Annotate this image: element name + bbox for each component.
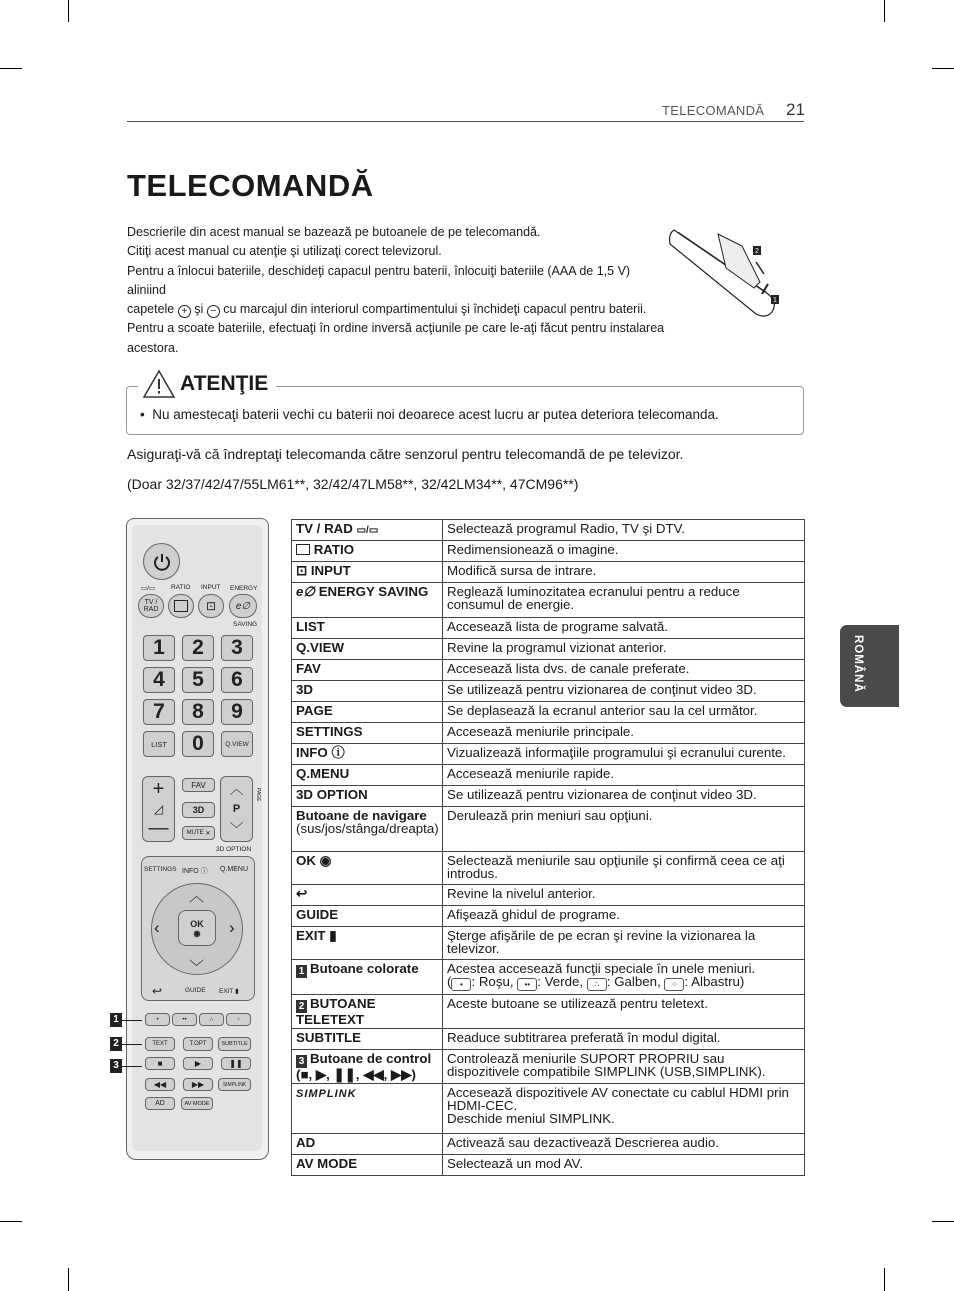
desc-cell: Activează sau dezactivează Descrierea audio. <box>443 1134 805 1155</box>
number-6-button: 6 <box>221 667 253 693</box>
caution-title: ATENŢIE <box>180 372 269 395</box>
ok-label: OK <box>190 918 204 929</box>
key-cell: PAGE <box>292 702 443 723</box>
key-cell <box>292 885 443 906</box>
desc-cell: Accesează meniurile principale. <box>443 723 805 744</box>
remote-label-3d-option: 3D OPTION <box>216 846 252 853</box>
table-row <box>292 807 805 852</box>
qmenu-button: Q.MENU <box>220 866 248 873</box>
rewind-icon: ◀◀ <box>363 1067 384 1082</box>
table-row <box>292 960 805 995</box>
channel-up-icon: ︿ <box>229 781 244 797</box>
nav-down-icon: ﹀ <box>189 959 205 976</box>
desc-cell: Revine la programul vizionat anterior. <box>443 639 805 660</box>
remote-label-saving: SAVING <box>233 621 258 628</box>
remote-label-energy: ENERGY <box>230 585 258 592</box>
nav-up-icon: ︿ <box>189 888 205 905</box>
key-subtext: (sus/jos/stânga/dreapta) <box>296 821 439 836</box>
caution-text: Nu amestecaţi baterii vechi cu baterii noi deoarece acest lucru ar putea deteriora telecomanda. <box>152 407 719 422</box>
page-number: 21 <box>786 100 805 119</box>
table-row <box>292 618 805 639</box>
desc-cell: Accesează meniurile rapide. <box>443 765 805 786</box>
key-cell: GUIDE <box>292 906 443 927</box>
desc-cell: Se utilizează pentru vizionarea de conţinut video 3D. <box>443 681 805 702</box>
simplink-logo: SIMPLINK <box>296 1088 357 1100</box>
page-p-label: P <box>232 803 241 815</box>
running-header: TELECOMANDĂ <box>662 103 765 118</box>
ok-icon: ◉ <box>319 853 332 868</box>
table-row <box>292 639 805 660</box>
qview-button: Q.VIEW <box>221 731 253 757</box>
page-rocker <box>220 776 253 842</box>
number-7-button: 7 <box>143 699 175 725</box>
key-cell: INFO ⓘ <box>292 744 443 765</box>
intro-text <box>127 223 667 358</box>
caution-header <box>138 366 276 402</box>
text-button: TEXT <box>145 1037 175 1051</box>
number-0-button: 0 <box>182 731 214 757</box>
desc-cell: Modifică sursa de intrare. <box>443 562 805 583</box>
table-row <box>292 786 805 807</box>
desc-cell: Selectează un mod AV. <box>443 1155 805 1176</box>
3d-button: 3D <box>182 802 215 818</box>
crop-mark <box>0 1221 22 1222</box>
crop-mark <box>68 1268 69 1291</box>
battery-illustration <box>668 222 788 322</box>
table-row <box>292 995 805 1029</box>
callout-marker-1: 1 <box>110 1013 122 1027</box>
table-row <box>292 885 805 906</box>
mute-icon: ✕ <box>205 830 211 837</box>
power-button <box>143 543 180 580</box>
rewind-button: ◀◀ <box>145 1078 175 1091</box>
key-cell <box>292 1084 443 1134</box>
crop-mark <box>932 68 954 69</box>
intro-fragment: cu marcajul din interiorul compartimentului şi închideţi capacul pentru baterii. <box>223 302 647 317</box>
pause-icon: ❚❚ <box>333 1067 356 1082</box>
key-cell: e∅ ENERGY SAVING <box>292 583 443 618</box>
table-row <box>292 1029 805 1050</box>
warning-icon <box>142 369 176 399</box>
ratio-button <box>168 594 194 618</box>
key-cell: Q.VIEW <box>292 639 443 660</box>
table-row <box>292 681 805 702</box>
intro-line: acestora. <box>127 340 179 355</box>
tv-radio-icon: ▭/▭ <box>356 525 379 536</box>
desc-cell: Selectează programul Radio, TV şi DTV. <box>443 520 805 541</box>
ad-button: AD <box>145 1097 175 1110</box>
table-row <box>292 541 805 562</box>
color-blue-button: ⁘ <box>226 1013 251 1026</box>
energy-icon: e∅ <box>235 600 251 612</box>
fav-button: FAV <box>182 778 215 792</box>
ratio-icon <box>174 600 188 612</box>
key-cell: SETTINGS <box>292 723 443 744</box>
intro-line: Citiţi acest manual cu atenţie şi utilizaţi corect televizorul. <box>127 244 442 259</box>
callout-line <box>122 1066 142 1067</box>
table-row <box>292 1134 805 1155</box>
models-note: (Doar 32/37/42/47/55LM61**, 32/42/47LM58**, 32/42LM34**, 47CM96**) <box>127 476 579 492</box>
color-green-button: •• <box>172 1013 197 1026</box>
exit-label: EXIT <box>219 988 234 995</box>
callout-number: 1 <box>296 965 307 978</box>
tvrad-button-label: TV / RAD <box>143 599 159 613</box>
table-row <box>292 852 805 885</box>
yellow-button-icon: ∴ <box>587 978 607 991</box>
callout-line <box>122 1044 142 1045</box>
key-cell: ⊡ INPUT <box>292 562 443 583</box>
crop-mark <box>884 0 885 22</box>
mute-button <box>182 826 215 840</box>
volume-icon: ◿ <box>153 801 164 816</box>
table-row <box>292 723 805 744</box>
key-cell: LIST <box>292 618 443 639</box>
info-icon: ⓘ <box>200 868 208 875</box>
table-row <box>292 1050 805 1084</box>
battery-step-1: 1 <box>773 297 777 304</box>
desc-cell: Acestea accesează funcţii speciale în unele meniuri. ( • : Roşu, •• : Verde, ∴ : Galben, ⁘ : Albastru) <box>443 960 805 995</box>
crop-mark <box>884 1268 885 1291</box>
desc-cell: Accesează lista dvs. de canale preferate. <box>443 660 805 681</box>
callout-marker-2: 2 <box>110 1037 122 1051</box>
back-icon: ↩ <box>296 886 308 901</box>
energy-saving-button <box>229 594 257 618</box>
ok-button <box>178 910 216 946</box>
info-button <box>182 866 208 876</box>
number-5-button: 5 <box>182 667 214 693</box>
simplink-button: SIMPLINK <box>218 1078 251 1091</box>
desc-cell: Vizualizează informaţiile programului şi ecranului curente. <box>443 744 805 765</box>
volume-down-icon: — <box>148 817 169 840</box>
table-row <box>292 660 805 681</box>
table-row <box>292 520 805 541</box>
pause-button: ❚❚ <box>221 1057 251 1070</box>
battery-step-2: 2 <box>755 248 759 255</box>
desc-cell: Readuce subtitrarea preferată în modul digital. <box>443 1029 805 1050</box>
play-icon: ▶ <box>315 1067 327 1082</box>
forward-button: ▶▶ <box>183 1078 213 1091</box>
desc-cell: Se deplasează la ecranul anterior sau la cel următor. <box>443 702 805 723</box>
callout-line <box>122 1020 142 1021</box>
desc-cell: Derulează prin meniuri sau opţiuni. <box>443 807 805 852</box>
header-rule <box>127 121 804 122</box>
stop-icon: ■ <box>300 1067 309 1082</box>
number-8-button: 8 <box>182 699 214 725</box>
ok-icon: ◉ <box>193 928 201 938</box>
desc-cell: Afişează ghidul de programe. <box>443 906 805 927</box>
key-cell: RATIO <box>292 541 443 562</box>
intro-line: Descrierile din acest manual se bazează pe butoanele de pe telecomandă. <box>127 225 541 239</box>
tvrad-button <box>138 594 164 618</box>
color-yellow-button: ∴ <box>199 1013 224 1026</box>
settings-button: SETTINGS <box>144 866 177 873</box>
mute-label: MUTE <box>186 830 204 836</box>
forward-icon: ▶▶ <box>391 1067 412 1082</box>
page-title: TELECOMANDĂ <box>127 168 374 203</box>
language-tab-label: ROMÂNĂ <box>852 635 864 693</box>
table-row <box>292 702 805 723</box>
avmode-button: AV MODE <box>181 1097 213 1110</box>
guide-button: GUIDE <box>185 987 206 994</box>
key-cell: Butoane de navigare (sus/jos/stânga/dreapta) <box>292 807 443 852</box>
key-cell: 1 Butoane colorate <box>292 960 443 995</box>
remote-label-input: INPUT <box>201 584 221 591</box>
key-cell: 3D <box>292 681 443 702</box>
energy-icon: e∅ <box>296 584 315 599</box>
table-row <box>292 1155 805 1176</box>
key-cell: 3D OPTION <box>292 786 443 807</box>
table-row <box>292 562 805 583</box>
exit-icon: ▮ <box>235 988 239 995</box>
key-cell: EXIT ▮ <box>292 927 443 960</box>
play-button: ▶ <box>183 1057 213 1070</box>
intro-fragment: şi <box>194 302 204 317</box>
desc-cell: Accesează dispozitivele AV conectate cu cablul HDMI prin HDMI-CEC. Deschide meniul SIMPLINK. <box>443 1084 805 1134</box>
intro-line <box>127 300 667 319</box>
aim-note: Asiguraţi-vă că îndreptaţi telecomanda către senzorul pentru telecomandă de pe televizor. <box>127 446 684 462</box>
table-row <box>292 744 805 765</box>
intro-fragment: capetele <box>127 302 175 317</box>
number-2-button: 2 <box>182 635 214 661</box>
key-cell: 3 Butoane de control (■, ▶, ❚❚, ◀◀, ▶▶) <box>292 1050 443 1084</box>
desc-cell: Accesează lista de programe salvată. <box>443 618 805 639</box>
back-icon: ↩ <box>152 984 163 998</box>
number-3-button: 3 <box>221 635 253 661</box>
desc-cell: Controlează meniurile SUPORT PROPRIU sau dispozitivele compatibile SIMPLINK (USB,SIMPLINK). <box>443 1050 805 1084</box>
stop-button: ■ <box>145 1057 175 1070</box>
desc-cell: Selectează meniurile sau opţiunile şi confirmă ceea ce aţi introdus. <box>443 852 805 885</box>
intro-line: Pentru a înlocui bateriile, deschideţi capacul pentru baterii, înlocuiţi bateriile (AAA de 1,5 V) aliniind <box>127 263 631 297</box>
language-tab <box>840 625 899 707</box>
key-cell: 2 BUTOANE TELETEXT <box>292 995 443 1029</box>
table-row <box>292 583 805 618</box>
ratio-icon <box>296 544 310 555</box>
key-cell: AD <box>292 1134 443 1155</box>
key-cell: TV / RAD ▭/▭ <box>292 520 443 541</box>
intro-line: Pentru a scoate bateriile, efectuaţi în ordine inversă acţiunile pe care le-aţi făcut pentru instalarea <box>127 321 665 336</box>
channel-down-icon: ﹀ <box>229 821 244 837</box>
callout-number: 2 <box>296 1000 307 1013</box>
caution-bullet: • Nu amestecaţi baterii vechi cu baterii noi deoarece acest lucru ar putea deteriora telecomanda. <box>140 407 719 422</box>
crop-mark <box>932 1221 954 1222</box>
crop-mark <box>68 0 69 22</box>
info-label: INFO <box>182 868 199 875</box>
exit-icon: ▮ <box>329 928 337 943</box>
power-icon <box>152 552 172 572</box>
table-row <box>292 1084 805 1134</box>
crop-mark <box>0 68 22 69</box>
key-cell: SUBTITLE <box>292 1029 443 1050</box>
green-button-icon: •• <box>517 978 537 991</box>
list-button: LIST <box>143 731 175 757</box>
red-button-icon: • <box>451 978 471 991</box>
number-4-button: 4 <box>143 667 175 693</box>
key-cell: Q.MENU <box>292 765 443 786</box>
desc-cell: Redimensionează o imagine. <box>443 541 805 562</box>
desc-cell: Se utilizează pentru vizionarea de conţinut video 3D. <box>443 786 805 807</box>
number-1-button: 1 <box>143 635 175 661</box>
table-row <box>292 765 805 786</box>
color-red-button: • <box>145 1013 170 1026</box>
minus-icon: − <box>207 305 220 318</box>
number-9-button: 9 <box>221 699 253 725</box>
blue-button-icon: ⁘ <box>664 978 684 991</box>
plus-icon: + <box>178 305 191 318</box>
key-cell: FAV <box>292 660 443 681</box>
info-icon: ⓘ <box>331 745 345 760</box>
callout-marker-3: 3 <box>110 1059 122 1073</box>
desc-cell: Aceste butoane se utilizează pentru teletext. <box>443 995 805 1029</box>
topt-button: T.OPT <box>183 1037 213 1051</box>
input-icon: ⊡ <box>296 563 308 578</box>
input-icon: ⊡ <box>205 599 217 613</box>
remote-label-page: PAGE <box>255 788 261 802</box>
input-button <box>198 594 224 618</box>
callout-number: 3 <box>296 1055 307 1068</box>
key-cell: AV MODE <box>292 1155 443 1176</box>
remote-label-tvrad-icon: ▭/▭ <box>141 585 156 592</box>
volume-up-icon: + <box>152 777 165 800</box>
key-cell: OK ◉ <box>292 852 443 885</box>
subtitle-button: SUBTITLE <box>218 1037 251 1051</box>
table-row <box>292 906 805 927</box>
remote-key-table <box>291 519 805 1176</box>
nav-left-icon: ‹ <box>154 918 160 937</box>
table-row <box>292 927 805 960</box>
desc-cell: Şterge afişările de pe ecran şi revine la vizionarea la televizor. <box>443 927 805 960</box>
nav-right-icon: › <box>229 918 235 937</box>
volume-rocker <box>142 776 175 842</box>
exit-button <box>219 987 239 995</box>
desc-cell: Revine la nivelul anterior. <box>443 885 805 906</box>
desc-cell: Reglează luminozitatea ecranului pentru a reduce consumul de energie. <box>443 583 805 618</box>
remote-label-ratio: RATIO <box>171 584 191 591</box>
